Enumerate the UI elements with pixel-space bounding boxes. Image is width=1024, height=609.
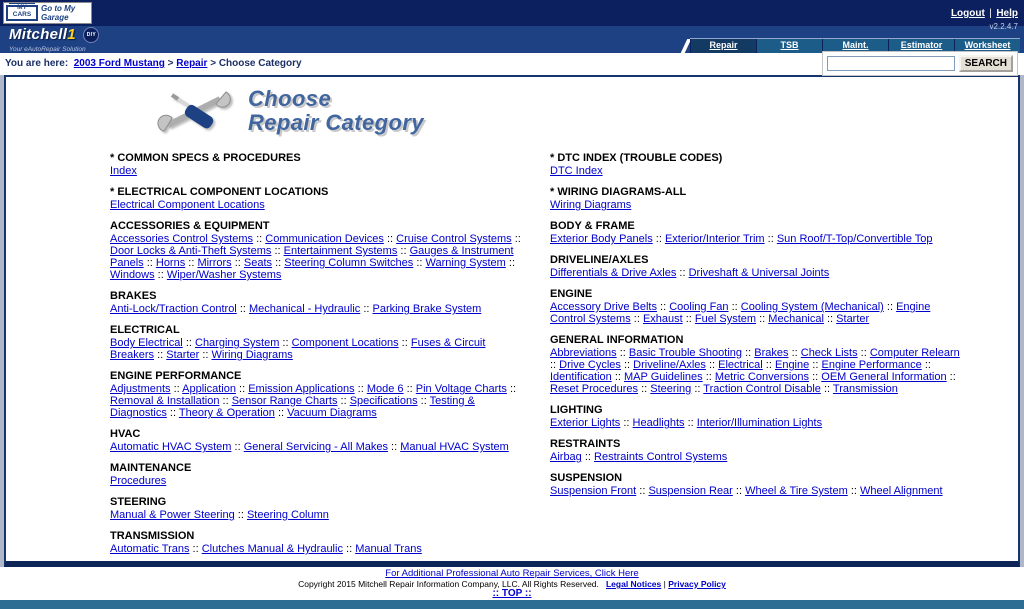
- pipe-separator: |: [989, 8, 992, 19]
- category-section: [110, 220, 528, 281]
- category-link[interactable]: Engine Performance: [821, 359, 922, 371]
- diy-badge-icon: DIY: [83, 27, 99, 43]
- category-link[interactable]: Adjustments: [110, 383, 171, 395]
- category-heading: ELECTRICAL: [110, 324, 180, 336]
- category-links: [110, 165, 528, 177]
- top-utility-bar: [0, 0, 1024, 31]
- category-link[interactable]: Exterior/Interior Trim: [664, 233, 765, 245]
- link-separator: ::: [274, 407, 288, 419]
- category-link[interactable]: Testing & Diagnostics: [110, 395, 475, 419]
- link-separator: ::: [809, 371, 822, 383]
- category-column-right: [550, 143, 968, 561]
- link-separator: ::: [154, 269, 167, 281]
- link-separator: ::: [809, 359, 822, 371]
- logo-one-text: 1: [67, 25, 76, 43]
- category-link[interactable]: Differentials & Drive Axles: [550, 267, 677, 279]
- category-links: [110, 233, 528, 281]
- legal-notices-link[interactable]: Legal Notices: [605, 579, 662, 589]
- search-box: [822, 51, 1018, 76]
- info-bar: [0, 53, 1024, 75]
- main-content: [4, 75, 1020, 567]
- category-heading: STEERING: [110, 496, 167, 508]
- link-separator: ::: [550, 359, 560, 371]
- link-separator: ::: [143, 257, 156, 269]
- page-title-block: [156, 85, 1018, 137]
- category-heading: ENGINE PERFORMANCE: [110, 370, 242, 382]
- category-section: [110, 428, 528, 453]
- link-separator: ::: [272, 257, 285, 269]
- category-link[interactable]: Sensor Range Charts: [231, 395, 338, 407]
- category-column-left: [110, 143, 528, 561]
- link-separator: ::: [279, 337, 292, 349]
- category-link[interactable]: Mechanical: [768, 313, 824, 325]
- link-separator: ::: [413, 257, 426, 269]
- category-link[interactable]: Electrical Component Locations: [110, 199, 265, 211]
- category-heading: MAINTENANCE: [110, 462, 192, 474]
- category-link[interactable]: Wiper/Washer Systems: [166, 269, 282, 281]
- category-link[interactable]: Accessory Drive Belts: [550, 301, 657, 313]
- category-link[interactable]: Reset Procedures: [550, 383, 639, 395]
- category-columns: [110, 143, 1018, 561]
- category-link[interactable]: Manual & Power Steering: [110, 509, 235, 521]
- category-link[interactable]: Procedures: [110, 475, 167, 487]
- category-link[interactable]: Cooling System (Mechanical): [740, 301, 884, 313]
- category-link[interactable]: Basic Trouble Shooting: [628, 347, 743, 359]
- category-link[interactable]: Mode 6: [366, 383, 404, 395]
- privacy-policy-link[interactable]: Privacy Policy: [668, 579, 726, 589]
- bottom-teal-bar: [0, 600, 1024, 609]
- link-separator: ::: [611, 371, 624, 383]
- category-link[interactable]: Computer Relearn: [869, 347, 960, 359]
- category-section: [110, 324, 528, 361]
- category-section: [110, 186, 528, 211]
- mitchell1-logo: [9, 27, 99, 57]
- link-separator: ::: [847, 485, 861, 497]
- nav-tab-worksheet[interactable]: Worksheet: [954, 39, 1020, 53]
- garage-button-label: Go to My Garage: [41, 4, 76, 22]
- category-link[interactable]: Sun Roof/T-Top/Convertible Top: [776, 233, 933, 245]
- category-link[interactable]: Metric Conversions: [714, 371, 810, 383]
- category-links: [110, 199, 528, 211]
- link-separator: ::: [656, 301, 670, 313]
- category-links: [110, 337, 528, 361]
- page-title-line2: Repair Category: [248, 110, 424, 135]
- category-section: [110, 370, 528, 419]
- category-heading: LIGHTING: [550, 404, 603, 416]
- link-separator: ::: [620, 417, 633, 429]
- category-link[interactable]: Charging System: [195, 337, 280, 349]
- category-link[interactable]: Manual HVAC System: [400, 441, 509, 453]
- category-link[interactable]: Gauges & Instrument Panels: [110, 245, 514, 269]
- category-section: [550, 334, 968, 395]
- link-separator: ::: [581, 451, 595, 463]
- category-links: [550, 301, 968, 325]
- category-link[interactable]: Abbreviations: [550, 347, 617, 359]
- category-link[interactable]: Electrical: [718, 359, 763, 371]
- category-section: [550, 438, 968, 463]
- link-separator: ::: [762, 359, 775, 371]
- category-link[interactable]: Driveline/Axles: [633, 359, 706, 371]
- category-link[interactable]: Manual Trans: [355, 543, 422, 555]
- category-link[interactable]: Pin Voltage Charts: [415, 383, 507, 395]
- link-separator: ::: [397, 245, 410, 257]
- breadcrumb-separator: >: [210, 58, 217, 69]
- link-separator: ::: [705, 359, 719, 371]
- logo-brand-text: Mitchell: [9, 25, 68, 43]
- page-title: [248, 87, 424, 135]
- category-heading: ENGINE: [550, 288, 593, 300]
- link-separator: ::: [946, 371, 956, 383]
- nav-tab-maint[interactable]: Maint.: [822, 39, 888, 53]
- category-link[interactable]: Restraints Control Systems: [594, 451, 728, 463]
- category-link[interactable]: Door Locks & Anti-Theft Systems: [110, 245, 272, 257]
- category-link[interactable]: General Servicing - All Makes: [243, 441, 388, 453]
- link-separator: ::: [857, 347, 870, 359]
- category-link[interactable]: Cooling Fan: [669, 301, 729, 313]
- link-separator: ::: [764, 233, 777, 245]
- category-link[interactable]: Communication Devices: [265, 233, 384, 245]
- category-heading: RESTRAINTS: [550, 438, 621, 450]
- category-heading: ACCESSORIES & EQUIPMENT: [110, 220, 270, 232]
- category-link[interactable]: Body Electrical: [110, 337, 183, 349]
- category-link[interactable]: Wheel & Tire System: [745, 485, 848, 497]
- category-link[interactable]: Cruise Control Systems: [396, 233, 512, 245]
- category-section: [110, 496, 528, 521]
- breadcrumb-separator: >: [167, 58, 174, 69]
- link-separator: ::: [231, 257, 244, 269]
- breadcrumb-section-link[interactable]: Repair: [176, 58, 208, 69]
- category-link[interactable]: Check Lists: [800, 347, 858, 359]
- link-separator: ::: [271, 245, 284, 257]
- category-section: [110, 290, 528, 315]
- category-link[interactable]: Wiring Diagrams: [211, 349, 293, 361]
- category-link[interactable]: Specifications: [349, 395, 418, 407]
- link-separator: ::: [630, 313, 643, 325]
- category-links: [550, 451, 968, 463]
- category-link[interactable]: Engine: [774, 359, 810, 371]
- category-heading: SUSPENSION: [550, 472, 623, 484]
- category-link[interactable]: Brakes: [754, 347, 789, 359]
- category-link[interactable]: Entertainment Systems: [283, 245, 398, 257]
- category-link[interactable]: DTC Index: [550, 165, 603, 177]
- category-link[interactable]: Fuses & Circuit Breakers: [110, 337, 486, 361]
- category-link[interactable]: OEM General Information: [821, 371, 947, 383]
- category-link[interactable]: Suspension Rear: [648, 485, 733, 497]
- category-heading: HVAC: [110, 428, 141, 440]
- logout-link[interactable]: Logout: [950, 8, 985, 19]
- link-separator: ::: [398, 337, 411, 349]
- category-links: [110, 383, 528, 419]
- category-link[interactable]: Component Locations: [291, 337, 399, 349]
- version-label: v2.2.4.7: [989, 22, 1018, 31]
- link-separator: ::: [702, 371, 715, 383]
- link-separator: ::: [636, 485, 649, 497]
- link-separator: ::: [154, 349, 167, 361]
- session-links: [951, 3, 1018, 31]
- category-heading: * DTC INDEX (TROUBLE CODES): [550, 152, 723, 164]
- link-separator: ::: [182, 337, 195, 349]
- category-link[interactable]: Removal & Installation: [110, 395, 220, 407]
- category-links: [550, 267, 968, 279]
- category-link[interactable]: Theory & Operation: [178, 407, 275, 419]
- category-section: [550, 220, 968, 245]
- search-input[interactable]: [827, 56, 955, 71]
- category-link[interactable]: Identification: [550, 371, 612, 383]
- category-link[interactable]: Suspension Front: [550, 485, 637, 497]
- link-separator: ::: [354, 383, 367, 395]
- nav-tab-estimator[interactable]: Estimator: [888, 39, 954, 53]
- link-separator: ::: [337, 395, 350, 407]
- category-links: [550, 199, 968, 211]
- category-heading: DRIVELINE/AXLES: [550, 254, 649, 266]
- category-section: [550, 404, 968, 429]
- breadcrumb-vehicle-link[interactable]: 2003 Ford Mustang: [73, 58, 165, 69]
- link-separator: ::: [235, 383, 249, 395]
- category-link[interactable]: Anti-Lock/Traction Control: [110, 303, 237, 315]
- help-link[interactable]: Help: [996, 8, 1018, 19]
- category-link[interactable]: Fuel System: [694, 313, 757, 325]
- category-links: [550, 165, 968, 177]
- category-section: [550, 472, 968, 497]
- category-links: [110, 475, 528, 487]
- link-separator: ::: [616, 347, 629, 359]
- category-links: [550, 233, 968, 245]
- category-link[interactable]: Exhaust: [642, 313, 683, 325]
- link-separator: ::: [620, 359, 634, 371]
- category-link[interactable]: Automatic Trans: [110, 543, 190, 555]
- category-links: [110, 303, 528, 315]
- pipe-separator: |: [663, 579, 666, 589]
- link-separator: ::: [823, 313, 837, 325]
- nav-tab-repair[interactable]: Repair: [690, 39, 756, 53]
- link-separator: ::: [788, 347, 801, 359]
- link-separator: ::: [732, 485, 746, 497]
- category-link[interactable]: Clutches Manual & Hydraulic: [201, 543, 343, 555]
- category-link[interactable]: Wheel Alignment: [860, 485, 943, 497]
- link-separator: ::: [417, 395, 430, 407]
- category-heading: * COMMON SPECS & PROCEDURES: [110, 152, 301, 164]
- category-section: [110, 530, 528, 555]
- category-link[interactable]: Steering: [650, 383, 692, 395]
- category-links: [550, 417, 968, 429]
- category-link[interactable]: MAP Guidelines: [624, 371, 703, 383]
- link-separator: ::: [691, 383, 704, 395]
- category-links: [550, 485, 968, 497]
- category-heading: BRAKES: [110, 290, 157, 302]
- breadcrumb-prefix: You are here:: [5, 58, 69, 69]
- category-link[interactable]: Parking Brake System: [372, 303, 482, 315]
- category-link[interactable]: Traction Control Disable: [703, 383, 821, 395]
- nav-tab-tsb[interactable]: TSB: [756, 39, 822, 53]
- search-button[interactable]: SEARCH: [959, 55, 1013, 72]
- link-separator: ::: [185, 257, 198, 269]
- category-link[interactable]: Application: [182, 383, 236, 395]
- link-separator: ::: [219, 395, 232, 407]
- link-separator: ::: [505, 257, 515, 269]
- category-section: [110, 462, 528, 487]
- my-cars-plate-text: MY CARS: [12, 4, 32, 18]
- category-heading: GENERAL INFORMATION: [550, 334, 684, 346]
- link-separator: ::: [728, 301, 741, 313]
- link-separator: ::: [756, 313, 769, 325]
- link-separator: ::: [883, 301, 897, 313]
- category-link[interactable]: Driveshaft & Universal Joints: [688, 267, 830, 279]
- category-link[interactable]: Index: [110, 165, 137, 177]
- category-section: [550, 288, 968, 325]
- footer-promo-link[interactable]: For Additional Professional Auto Repair Services, Click Here: [385, 568, 639, 579]
- category-link[interactable]: Exterior Lights: [550, 417, 621, 429]
- category-link[interactable]: Headlights: [632, 417, 685, 429]
- link-separator: ::: [682, 313, 695, 325]
- category-link[interactable]: Windows: [110, 269, 155, 281]
- page-title-line1: Choose: [248, 86, 332, 111]
- category-link[interactable]: Horns: [155, 257, 186, 269]
- category-link[interactable]: Mirrors: [197, 257, 232, 269]
- link-separator: ::: [189, 543, 202, 555]
- link-separator: ::: [652, 233, 665, 245]
- logo-tagline: Your eAutoRepair Solution: [9, 46, 86, 53]
- category-link[interactable]: Wiring Diagrams: [550, 199, 632, 211]
- category-link[interactable]: Mechanical - Hydraulic: [249, 303, 361, 315]
- category-section: [550, 186, 968, 211]
- link-separator: ::: [511, 233, 521, 245]
- link-separator: ::: [170, 383, 183, 395]
- link-separator: ::: [506, 383, 517, 395]
- category-link[interactable]: Exterior Body Panels: [550, 233, 653, 245]
- category-link[interactable]: Warning System: [425, 257, 506, 269]
- link-separator: ::: [253, 233, 266, 245]
- category-heading: * WIRING DIAGRAMS-ALL: [550, 186, 687, 198]
- link-separator: ::: [387, 441, 401, 453]
- category-heading: BODY & FRAME: [550, 220, 635, 232]
- category-link[interactable]: Accessories Control Systems: [110, 233, 254, 245]
- link-separator: ::: [342, 543, 356, 555]
- category-links: [550, 347, 968, 395]
- category-link[interactable]: Starter: [166, 349, 200, 361]
- category-link[interactable]: Emission Applications: [248, 383, 355, 395]
- link-separator: ::: [166, 407, 179, 419]
- link-separator: ::: [199, 349, 212, 361]
- category-link[interactable]: Engine Control Systems: [550, 301, 931, 325]
- link-separator: ::: [360, 303, 373, 315]
- brand-banner: [0, 26, 1024, 53]
- link-separator: ::: [820, 383, 833, 395]
- category-section: [110, 152, 528, 177]
- category-link[interactable]: Transmission: [832, 383, 898, 395]
- category-link[interactable]: Vacuum Diagrams: [287, 407, 377, 419]
- link-separator: ::: [638, 383, 651, 395]
- category-link[interactable]: Drive Cycles: [559, 359, 621, 371]
- category-links: [110, 543, 528, 555]
- category-link[interactable]: Seats: [243, 257, 273, 269]
- category-link[interactable]: Steering Column: [246, 509, 329, 521]
- category-link[interactable]: Interior/Illumination Lights: [696, 417, 823, 429]
- link-separator: ::: [676, 267, 689, 279]
- link-separator: ::: [684, 417, 697, 429]
- category-links: [110, 441, 528, 453]
- link-separator: ::: [236, 303, 249, 315]
- category-link[interactable]: Starter: [836, 313, 870, 325]
- back-to-top-link[interactable]: :: TOP ::: [492, 588, 532, 599]
- link-separator: ::: [403, 383, 416, 395]
- go-to-my-garage-button[interactable]: [3, 2, 92, 24]
- category-link[interactable]: Steering Column Switches: [284, 257, 414, 269]
- link-separator: ::: [234, 509, 247, 521]
- my-cars-plate-icon: [6, 5, 38, 21]
- breadcrumb-current: Choose Category: [218, 58, 302, 69]
- link-separator: ::: [742, 347, 755, 359]
- category-link[interactable]: Airbag: [550, 451, 582, 463]
- category-link[interactable]: Automatic HVAC System: [110, 441, 232, 453]
- category-section: [550, 152, 968, 177]
- footer: [0, 567, 1024, 600]
- category-heading: TRANSMISSION: [110, 530, 195, 542]
- category-links: [110, 509, 528, 521]
- category-heading: * ELECTRICAL COMPONENT LOCATIONS: [110, 186, 329, 198]
- link-separator: ::: [383, 233, 397, 245]
- link-separator: ::: [231, 441, 244, 453]
- breadcrumb: [5, 58, 302, 69]
- category-section: [550, 254, 968, 279]
- link-separator: ::: [921, 359, 931, 371]
- copyright-text: Copyright 2015 Mitchell Repair Information Company, LLC. All Rights Reserved.: [298, 579, 599, 589]
- crossed-tools-icon: [156, 87, 234, 135]
